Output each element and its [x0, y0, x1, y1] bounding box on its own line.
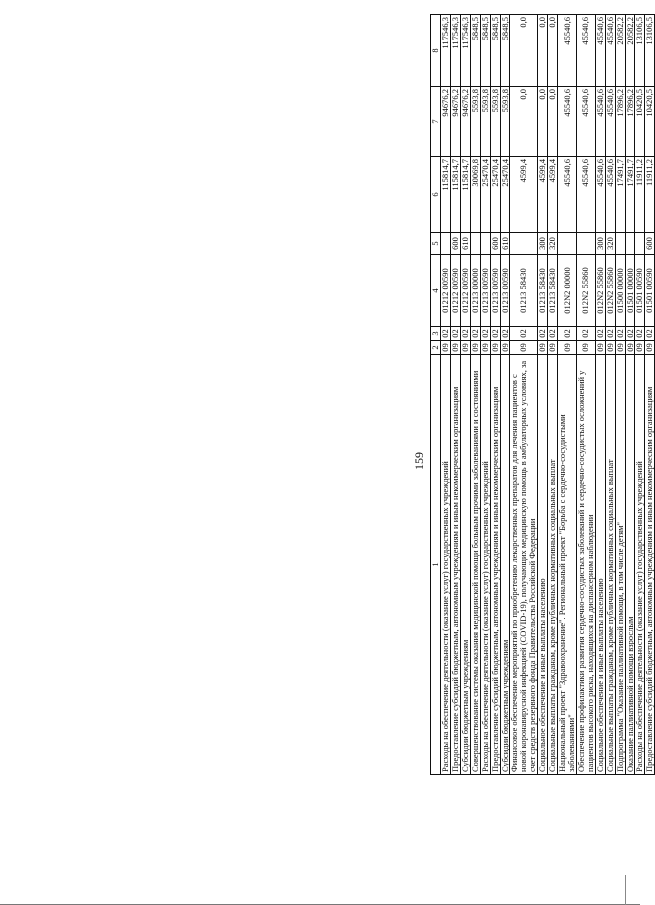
row-value-cell: 600 — [490, 233, 500, 255]
scan-margin-mark — [625, 875, 626, 905]
header-cell: 1 — [431, 355, 441, 775]
row-value-cell: 02 — [595, 327, 605, 341]
row-value-cell: 02 — [441, 327, 451, 341]
row-value-cell: 02 — [450, 327, 460, 341]
row-value-cell — [510, 233, 538, 255]
row-value-cell: 01501 00000 — [625, 255, 635, 327]
header-cell: 3 — [431, 327, 441, 341]
table-row — [635, 15, 645, 775]
row-value-cell: 02 — [460, 327, 470, 341]
row-value-cell: 0,0 — [510, 87, 538, 157]
table-row — [480, 15, 490, 775]
row-value-cell: 115814,7 — [441, 157, 451, 233]
row-value-cell — [441, 233, 451, 255]
row-value-cell — [625, 233, 635, 255]
header-cell: 8 — [431, 15, 441, 87]
row-value-cell — [576, 233, 595, 255]
row-value-cell: 45540,6 — [605, 87, 615, 157]
row-value-cell: 09 — [625, 341, 635, 355]
row-value-cell: 02 — [625, 327, 635, 341]
row-value-cell: 09 — [576, 341, 595, 355]
row-value-cell: 11911,2 — [645, 157, 655, 233]
row-name-cell: Оказание паллиативной помощи взрослым — [625, 355, 635, 775]
row-value-cell: 09 — [510, 341, 538, 355]
row-value-cell: 45540,6 — [605, 157, 615, 233]
header-row — [431, 15, 441, 775]
row-value-cell: 94676,2 — [450, 87, 460, 157]
table-row — [500, 15, 510, 775]
row-value-cell: 01500 00000 — [615, 255, 625, 327]
row-value-cell: 02 — [470, 327, 480, 341]
row-value-cell: 4599,4 — [538, 157, 548, 233]
row-value-cell: 117546,3 — [450, 15, 460, 87]
row-value-cell: 610 — [460, 233, 470, 255]
row-value-cell: 0,0 — [510, 15, 538, 87]
row-value-cell: 600 — [450, 233, 460, 255]
row-value-cell: 17491,7 — [615, 157, 625, 233]
row-value-cell: 5593,8 — [490, 87, 500, 157]
row-name-cell: Финансовое обеспечение мероприятий по приобретению лекарственных препаратов для лечения пациентов с новой коронавирусной инфекцией (COVID-19), получающих медицинскую помощь в амбулаторных условиях, за счет средств резервного фонда Правительства Российской Федерации — [510, 355, 538, 775]
row-value-cell: 4599,4 — [548, 157, 558, 233]
row-value-cell: 5848,5 — [480, 15, 490, 87]
row-value-cell: 117546,3 — [460, 15, 470, 87]
row-value-cell: 115814,7 — [460, 157, 470, 233]
row-name-cell: Субсидии бюджетным учреждениям — [460, 355, 470, 775]
row-value-cell: 01213 00590 — [490, 255, 500, 327]
row-value-cell: 09 — [490, 341, 500, 355]
row-value-cell: 94676,2 — [441, 87, 451, 157]
row-value-cell — [615, 233, 625, 255]
row-name-cell: Предоставление субсидий бюджетным, автономным учреждениям и иным некоммерческим организациям — [645, 355, 655, 775]
row-value-cell: 600 — [645, 233, 655, 255]
row-value-cell: 012N2 55860 — [605, 255, 615, 327]
row-value-cell: 300 — [595, 233, 605, 255]
table-row — [645, 15, 655, 775]
table-row — [548, 15, 558, 775]
table-row — [558, 15, 577, 775]
row-value-cell: 01501 00590 — [645, 255, 655, 327]
row-value-cell: 09 — [645, 341, 655, 355]
row-value-cell: 320 — [548, 233, 558, 255]
row-name-cell: Расходы на обеспечение деятельности (оказание услуг) государственных учреждений — [635, 355, 645, 775]
row-value-cell: 09 — [441, 341, 451, 355]
row-value-cell: 02 — [490, 327, 500, 341]
row-value-cell: 17896,2 — [625, 87, 635, 157]
row-value-cell: 5848,5 — [470, 15, 480, 87]
row-name-cell: Предоставление субсидий бюджетным, автономным учреждениям и иным некоммерческим организациям — [450, 355, 460, 775]
row-value-cell: 09 — [615, 341, 625, 355]
header-cell: 4 — [431, 255, 441, 327]
row-value-cell: 02 — [510, 327, 538, 341]
row-value-cell — [635, 233, 645, 255]
row-value-cell: 5848,5 — [500, 15, 510, 87]
row-value-cell: 01213 00590 — [480, 255, 490, 327]
budget-table — [430, 14, 655, 775]
row-value-cell: 01212 00590 — [450, 255, 460, 327]
table-row — [450, 15, 460, 775]
table-row — [510, 15, 538, 775]
row-value-cell: 01213 58430 — [538, 255, 548, 327]
row-value-cell — [480, 233, 490, 255]
row-value-cell: 30069,8 — [470, 157, 480, 233]
row-value-cell: 45540,6 — [576, 87, 595, 157]
row-value-cell: 09 — [548, 341, 558, 355]
row-value-cell: 94676,2 — [460, 87, 470, 157]
row-value-cell: 45540,6 — [558, 15, 577, 87]
row-value-cell: 09 — [538, 341, 548, 355]
row-value-cell: 02 — [605, 327, 615, 341]
row-value-cell: 09 — [595, 341, 605, 355]
row-value-cell: 117546,3 — [441, 15, 451, 87]
row-value-cell: 09 — [470, 341, 480, 355]
row-value-cell: 5593,8 — [500, 87, 510, 157]
header-cell: 2 — [431, 341, 441, 355]
row-value-cell: 10420,5 — [645, 87, 655, 157]
row-value-cell — [470, 233, 480, 255]
header-cell: 7 — [431, 87, 441, 157]
row-name-cell: Расходы на обеспечение деятельности (оказание услуг) государственных учреждений — [480, 355, 490, 775]
row-value-cell: 02 — [500, 327, 510, 341]
row-value-cell: 02 — [538, 327, 548, 341]
row-value-cell: 02 — [615, 327, 625, 341]
row-value-cell: 5593,8 — [470, 87, 480, 157]
row-value-cell: 0,0 — [548, 15, 558, 87]
row-name-cell: Подпрограмма "Оказание паллиативной помощи, в том числе детям" — [615, 355, 625, 775]
row-value-cell: 115814,7 — [450, 157, 460, 233]
table-row — [460, 15, 470, 775]
row-value-cell: 01212 00590 — [460, 255, 470, 327]
header-cell: 5 — [431, 233, 441, 255]
row-value-cell: 01213 58430 — [510, 255, 538, 327]
row-value-cell: 45540,6 — [595, 157, 605, 233]
row-value-cell: 01212 00590 — [441, 255, 451, 327]
row-value-cell: 02 — [480, 327, 490, 341]
row-value-cell: 10420,5 — [635, 87, 645, 157]
row-value-cell: 11911,2 — [635, 157, 645, 233]
row-value-cell: 09 — [635, 341, 645, 355]
row-value-cell: 45540,6 — [558, 157, 577, 233]
row-value-cell: 012N2 00000 — [558, 255, 577, 327]
row-value-cell: 610 — [500, 233, 510, 255]
row-value-cell: 09 — [480, 341, 490, 355]
table-row — [576, 15, 595, 775]
table-body — [441, 15, 655, 775]
table-row — [595, 15, 605, 775]
row-value-cell: 09 — [450, 341, 460, 355]
row-name-cell: Субсидии бюджетным учреждениям — [500, 355, 510, 775]
row-value-cell: 0,0 — [548, 87, 558, 157]
row-value-cell: 17491,7 — [625, 157, 635, 233]
row-value-cell: 25470,4 — [480, 157, 490, 233]
row-value-cell: 0,0 — [538, 87, 548, 157]
table-row — [470, 15, 480, 775]
row-value-cell: 02 — [558, 327, 577, 341]
header-cell: 6 — [431, 157, 441, 233]
row-value-cell: 45540,6 — [595, 15, 605, 87]
row-value-cell: 09 — [460, 341, 470, 355]
row-name-cell: Социальное обеспечение и иные выплаты населению — [595, 355, 605, 775]
row-value-cell: 25470,4 — [490, 157, 500, 233]
row-value-cell: 09 — [558, 341, 577, 355]
row-value-cell: 45540,6 — [558, 87, 577, 157]
row-value-cell: 012N2 55860 — [576, 255, 595, 327]
row-value-cell: 45540,6 — [576, 157, 595, 233]
row-name-cell: Национальный проект "Здравоохранение". Региональный проект "Борьба с сердечно-сосудистыми заболеваниями" — [558, 355, 577, 775]
row-value-cell: 012N2 55860 — [595, 255, 605, 327]
table-row — [625, 15, 635, 775]
table-row — [615, 15, 625, 775]
row-name-cell: Обеспечение профилактики развития сердечно-сосудистых заболеваний и сердечно-сосудистых осложнений у пациентов высокого риска, находящихся на диспансерном наблюдении — [576, 355, 595, 775]
row-value-cell: 5848,5 — [490, 15, 500, 87]
row-value-cell: 45540,6 — [595, 87, 605, 157]
row-value-cell: 09 — [500, 341, 510, 355]
row-name-cell: Социальные выплаты гражданам, кроме публичных нормативных социальных выплат — [548, 355, 558, 775]
row-value-cell: 17896,2 — [615, 87, 625, 157]
row-value-cell: 0,0 — [538, 15, 548, 87]
row-name-cell: Социальное обеспечение и иные выплаты населению — [538, 355, 548, 775]
row-name-cell: Совершенствование системы оказания медицинской помощи больным прочими заболеваниями и состояниями — [470, 355, 480, 775]
row-value-cell — [558, 233, 577, 255]
row-value-cell: 5593,8 — [480, 87, 490, 157]
row-value-cell: 320 — [605, 233, 615, 255]
row-value-cell: 20582,2 — [625, 15, 635, 87]
table-row — [441, 15, 451, 775]
row-value-cell: 01213 58430 — [548, 255, 558, 327]
row-name-cell: Социальные выплаты гражданам, кроме публичных нормативных социальных выплат — [605, 355, 615, 775]
row-value-cell: 13106,5 — [645, 15, 655, 87]
row-name-cell: Предоставление субсидий бюджетным, автономным учреждениям и иным некоммерческим организациям — [490, 355, 500, 775]
row-value-cell: 09 — [605, 341, 615, 355]
row-value-cell: 02 — [645, 327, 655, 341]
row-value-cell: 02 — [548, 327, 558, 341]
table-row — [538, 15, 548, 775]
row-value-cell: 45540,6 — [605, 15, 615, 87]
row-value-cell: 01213 00590 — [500, 255, 510, 327]
row-value-cell: 20582,2 — [615, 15, 625, 87]
row-value-cell: 02 — [635, 327, 645, 341]
row-name-cell: Расходы на обеспечение деятельности (оказание услуг) государственных учреждений — [441, 355, 451, 775]
table-row — [605, 15, 615, 775]
row-value-cell: 01213 00000 — [470, 255, 480, 327]
row-value-cell: 45540,6 — [576, 15, 595, 87]
row-value-cell: 300 — [538, 233, 548, 255]
row-value-cell: 01501 00590 — [635, 255, 645, 327]
row-value-cell: 25470,4 — [500, 157, 510, 233]
table-row — [490, 15, 500, 775]
row-value-cell: 02 — [576, 327, 595, 341]
row-value-cell: 13106,5 — [635, 15, 645, 87]
page-number: 159 — [412, 452, 426, 470]
row-value-cell: 4599,4 — [510, 157, 538, 233]
